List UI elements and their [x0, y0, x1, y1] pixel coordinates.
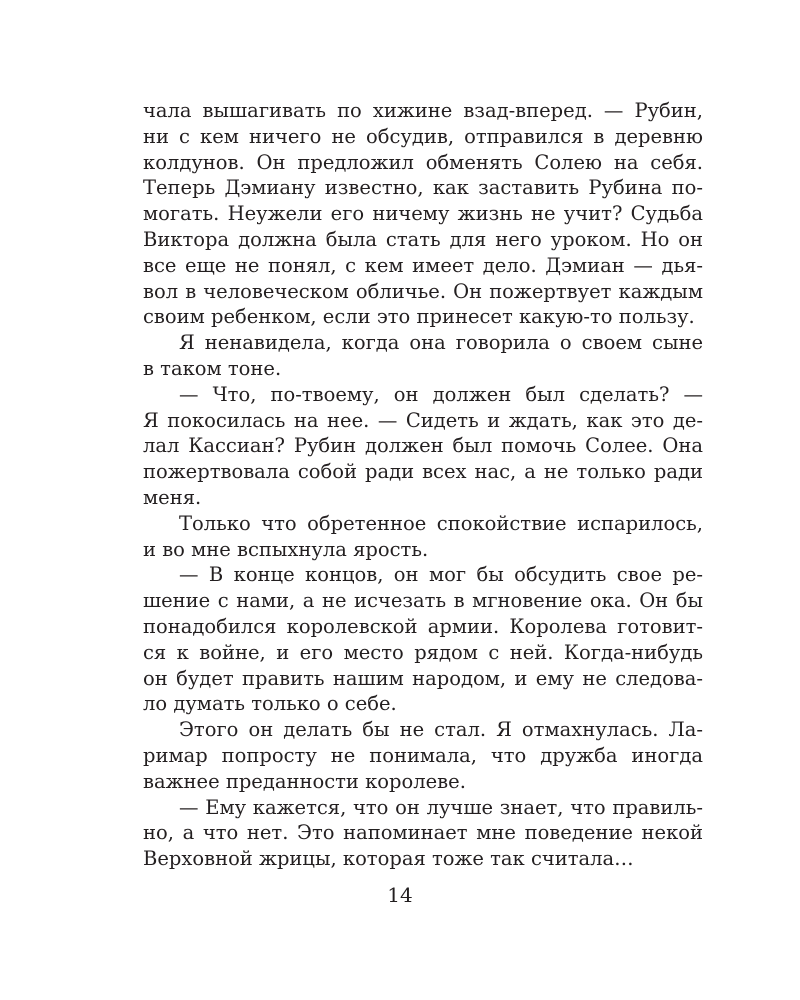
text-line: в таком тоне.: [143, 356, 282, 380]
text-line: шение с нами, а не исчезать в мгновение ока. Он бы: [143, 589, 703, 613]
text-line: пожертвовала собой ради всех нас, а не только ради: [143, 460, 703, 484]
text-line: — Ему кажется, что он лучше знает, что правиль-: [179, 795, 703, 819]
text-line: ло думать только о себе.: [143, 692, 397, 716]
text-line: Теперь Дэмиану известно, как заставить Рубина по-: [143, 176, 703, 200]
body-text: [143, 98, 703, 872]
text-line: Только что обретенное спокойствие испарилось,: [179, 511, 703, 535]
text-line: могать. Неужели его ничему жизнь не учит? Судьба: [143, 202, 703, 226]
page-number: 14: [387, 883, 413, 907]
text-line: — Что, по-твоему, он должен был сделать? —: [179, 382, 703, 406]
paragraph: [143, 382, 703, 511]
text-line: лал Кассиан? Рубин должен был помочь Солее. Она: [143, 434, 703, 458]
text-line: и во мне вспыхнула ярость.: [143, 537, 429, 561]
text-line: Верховной жрицы, которая тоже так считала…: [143, 847, 634, 871]
text-line: важнее преданности королеве.: [143, 769, 466, 793]
text-line: Виктора должна была стать для него уроком. Но он: [143, 227, 703, 251]
text-line: колдунов. Он предложил обменять Солею на себя.: [143, 150, 703, 174]
text-line: Я покосилась на нее. — Сидеть и ждать, как это де-: [143, 408, 703, 432]
text-line: римар попросту не понимала, что дружба иногда: [143, 743, 703, 767]
text-line: Этого он делать бы не стал. Я отмахнулась. Ла-: [179, 718, 703, 742]
text-line: чала вышагивать по хижине взад-вперед. — Рубин,: [143, 99, 703, 122]
text-line: все еще не понял, с кем имеет дело. Дэмиан — дья-: [143, 253, 703, 277]
paragraph: [143, 717, 703, 794]
paragraph: [143, 795, 703, 872]
text-line: своим ребенком, если это принесет какую-то пользу.: [143, 305, 695, 329]
text-line: меня.: [143, 485, 202, 509]
text-line: он будет править нашим народом, и ему не следова-: [143, 666, 703, 690]
text-line: но, а что нет. Это напоминает мне поведение некой: [143, 821, 703, 845]
paragraph: [143, 511, 703, 563]
text-line: Я ненавидела, когда она говорила о своем сыне: [179, 331, 703, 355]
text-line: ни с кем ничего не обсудив, отправился в деревню: [143, 124, 703, 148]
text-line: ся к войне, и его место рядом с ней. Когда-нибудь: [143, 640, 703, 664]
paragraph: [143, 330, 703, 382]
paragraph: [143, 562, 703, 717]
text-line: — В конце концов, он мог бы обсудить свое ре-: [179, 563, 703, 587]
text-line: вол в человеческом обличье. Он пожертвует каждым: [143, 279, 703, 303]
text-line: понадобился королевской армии. Королева готовит-: [143, 614, 703, 638]
paragraph: [143, 98, 703, 330]
